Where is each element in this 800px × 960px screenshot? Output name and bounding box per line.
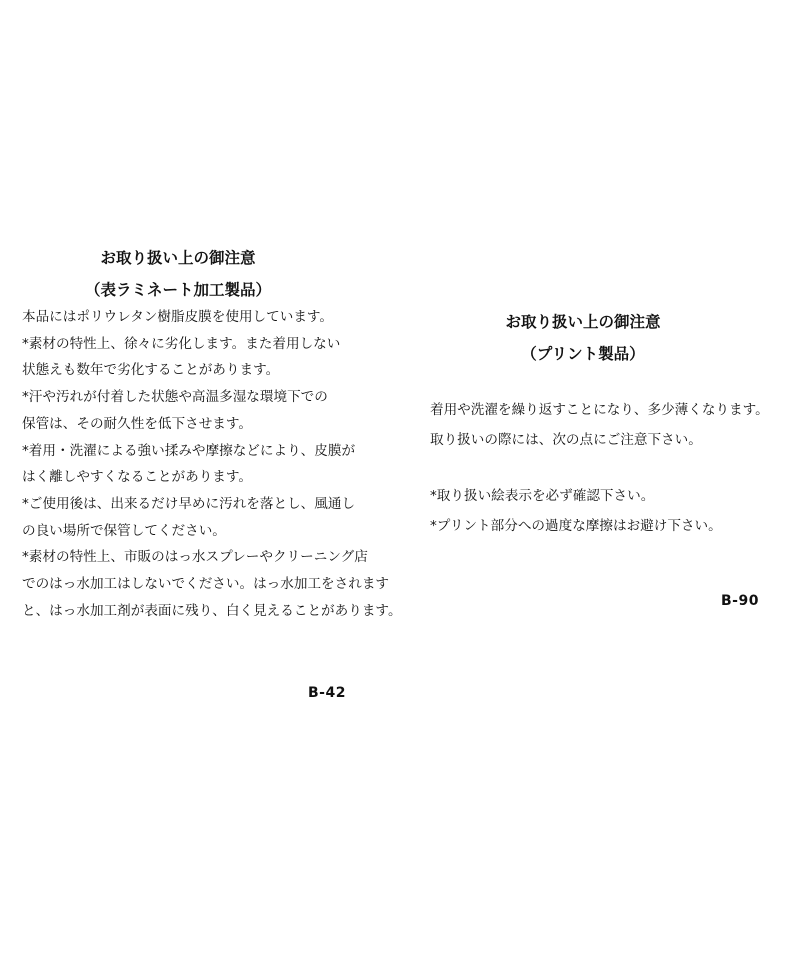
right-title-block — [408, 306, 758, 370]
right-line: 取り扱いの際には、次の点にご注意下さい。 — [430, 431, 702, 448]
left-line: *ご使用後は、出来るだけ早めに汚れを落とし、風通し — [22, 495, 356, 512]
right-line: 着用や洗濯を繰り返すことになり、多少薄くなります。 — [430, 402, 769, 418]
left-line: *着用・洗濯による強い揉みや摩擦などにより、皮膜が — [22, 442, 356, 459]
left-line: と、はっ水加工剤が表面に残り、白く見えることがあります。 — [22, 602, 402, 619]
left-subtitle: （表ラミネート加工製品） — [84, 281, 271, 299]
left-line: 本品にはポリウレタン樹脂皮膜を使用しています。 — [22, 309, 334, 325]
left-line: の良い場所で保管してください。 — [22, 522, 226, 539]
right-body-group-2 — [430, 482, 780, 541]
left-line: *素材の特性上、市販のはっ水スプレーやクリーニング店 — [22, 549, 368, 566]
right-subtitle: （プリント製品） — [521, 345, 645, 363]
left-line: 保管は、その耐久性を低下させます。 — [22, 415, 253, 432]
left-body — [22, 303, 402, 626]
left-title: お取り扱い上の御注意 — [100, 249, 256, 267]
left-title-block — [0, 242, 366, 306]
left-care-notice — [22, 242, 402, 626]
left-line: *汗や汚れが付着した状態や高温多湿な環境下での — [22, 389, 328, 406]
left-line: はく離しやすくなることがあります。 — [22, 469, 253, 486]
right-care-notice — [430, 306, 780, 541]
right-body-group-1 — [430, 396, 780, 455]
right-title: お取り扱い上の御注意 — [505, 313, 661, 331]
right-line: *取り扱い絵表示を必ず確認下さい。 — [430, 488, 655, 504]
left-product-code: B-42 — [308, 685, 346, 701]
right-line: *プリント部分への過度な摩擦はお避け下さい。 — [430, 517, 722, 534]
left-line: *素材の特性上、徐々に劣化します。また着用しない — [22, 335, 341, 352]
left-line: でのはっ水加工はしないでください。はっ水加工をされます — [22, 576, 390, 593]
left-line: 状態えも数年で劣化することがあります。 — [22, 362, 280, 379]
right-product-code: B-90 — [721, 593, 759, 609]
